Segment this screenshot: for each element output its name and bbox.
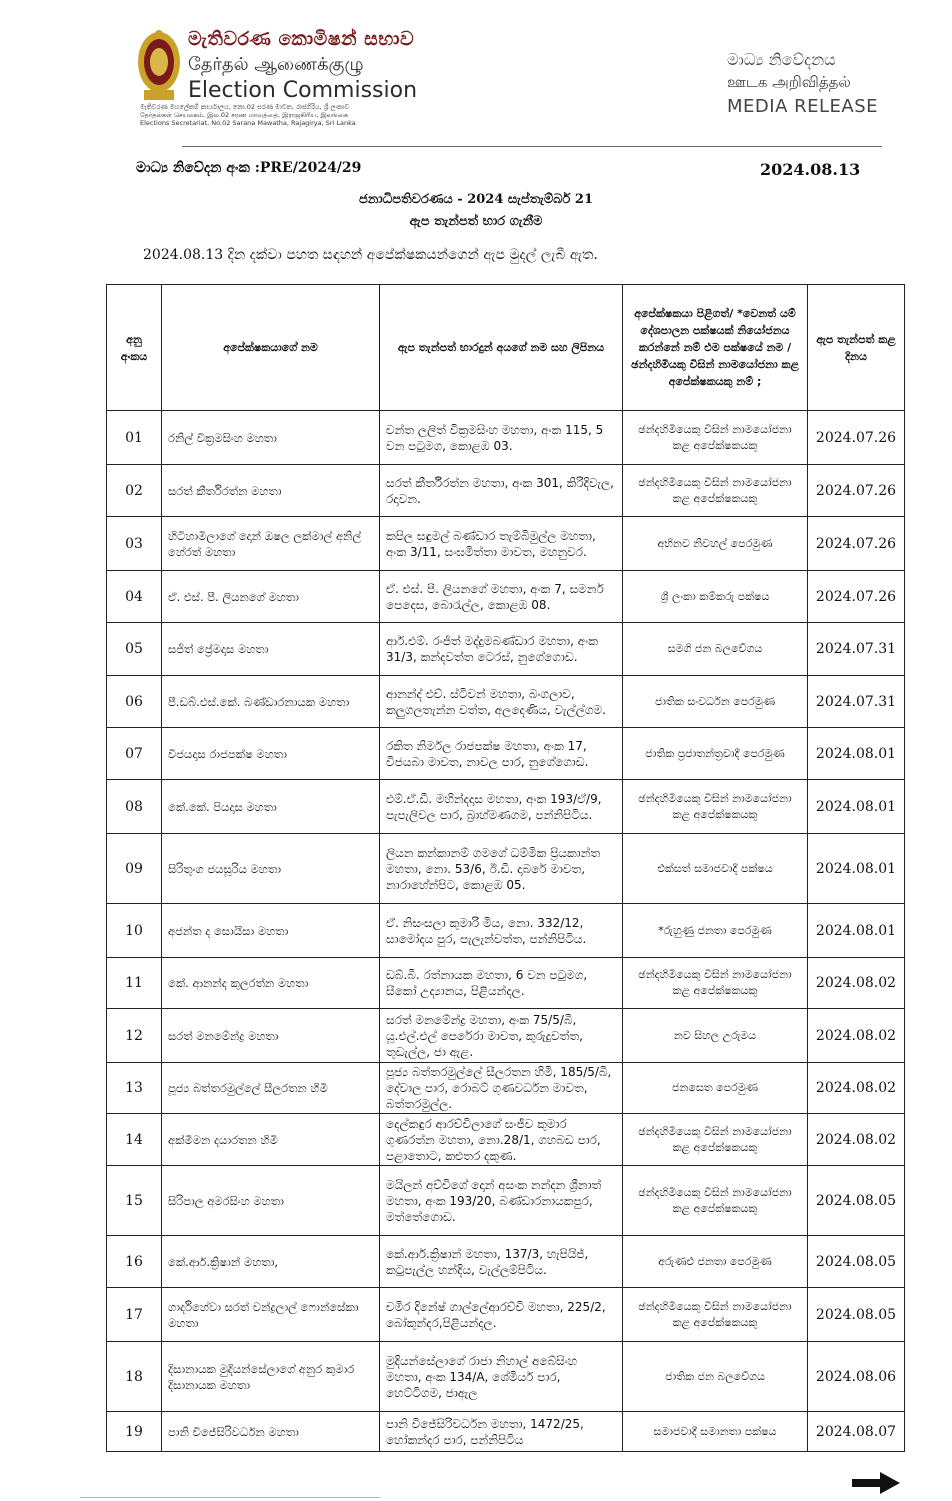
table-row [107,465,905,517]
serial-no-cell: 09 [107,834,162,904]
deposit-date-cell: 2024.08.01 [808,728,905,780]
candidate-name-cell: සිරිපාල අමරසිංහ මහතා [162,1166,380,1236]
header-depositor: ඇප තැන්පත් භාරදුන් අයගේ නම සහ ලිපිනය [380,285,623,411]
depositor-cell: චමිර දිනේෂ් ගාල්ලේආරච්චි මහතා, 225/2, බෝකුන්දර,පිළියන්දල. [380,1288,623,1342]
serial-no-cell: 10 [107,904,162,958]
depositor-cell: ඒ. එස්. පී. ලියනගේ මහතා, අංක 7, සමනර් පෙදෙස, බොරැල්ල, කොළඹ 08. [380,571,623,623]
release-reference: මාධ්‍ය නිවේදන අංක :PRE/2024/29 [136,160,362,176]
deposit-date-cell: 2024.08.01 [808,904,905,958]
deposit-date-cell: 2024.08.05 [808,1288,905,1342]
party-cell: ඡන්දහිමියෙකු විසින් නාමයෝජනා කළ අපේක්ෂකයකු [623,411,808,465]
depositor-cell: මුදියන්සේලාගේ රාජා නිහාල් අබේසිංහ මහතා, අංක 134/A, ශේමියර් පාර, හෙට්ටිගම, ජාඇල [380,1342,623,1412]
serial-no-cell: 01 [107,411,162,465]
address-block [140,103,356,128]
party-cell: ඡන්දහිමියෙකු විසින් නාමයෝජනා කළ අපේක්ෂකයකු [623,1288,808,1342]
deposit-date-cell: 2024.07.26 [808,465,905,517]
organization-name [188,28,417,104]
deposit-date-cell: 2024.08.02 [808,1114,905,1166]
table-row [107,1288,905,1342]
table-row [107,780,905,834]
footer-divider [80,1497,380,1498]
table-row [107,834,905,904]
depositor-cell: සරත් මනමේන්ද්‍ර මහතා, අංක 75/5/බී, යූ.එල්.එල් පෙරේරා මාවත, කුරුදුවත්ත, තුඩැල්ල, ජා ඇළ. [380,1009,623,1063]
table-row [107,1342,905,1412]
candidate-name-cell: අක්මීමන දයාරතන හිමි [162,1114,380,1166]
table-row [107,1063,905,1114]
table-row [107,411,905,465]
candidate-name-cell: ඒ. එස්. පී. ලියනගේ මහතා [162,571,380,623]
table-row [107,1412,905,1452]
media-release-tamil: ஊடக அறிவித்தல் [727,73,851,91]
party-cell: ජාතික ප්‍රජාතන්ත්‍රවාදී පෙරමුණ [623,728,808,780]
party-cell: ඡන්දහිමියෙකු විසින් නාමයෝජනා කළ අපේක්ෂකයකු [623,1166,808,1236]
serial-no-cell: 03 [107,517,162,571]
serial-no-cell: 18 [107,1342,162,1412]
serial-no-cell: 11 [107,958,162,1009]
party-cell: ඡන්දහිමියෙකු විසින් නාමයෝජනා කළ අපේක්ෂකයකු [623,1114,808,1166]
table-row [107,571,905,623]
serial-no-cell: 02 [107,465,162,517]
depositor-cell: එම්.ඒ.ඩී. මහින්දදාස මහතා, අංක 193/ඒ/9, පැපැලිවල පාර, බ්‍රාහ්මණගම, පන්නිපිටිය. [380,780,623,834]
party-cell: එක්සත් සමාජවාදී පක්ෂය [623,834,808,904]
serial-no-cell: 16 [107,1236,162,1288]
deposit-date-cell: 2024.08.07 [808,1412,905,1452]
serial-no-cell: 12 [107,1009,162,1063]
serial-no-cell: 19 [107,1412,162,1452]
serial-no-cell: 15 [107,1166,162,1236]
table-body [107,411,905,1452]
deposit-date-cell: 2024.07.31 [808,623,905,676]
candidate-name-cell: කේ.ආර්.ක්‍රිෂාන් මහතා, [162,1236,380,1288]
deposit-date-cell: 2024.08.06 [808,1342,905,1412]
deposit-date-cell: 2024.07.26 [808,517,905,571]
depositor-cell: කේ.ආර්.ක්‍රිෂාන් මහතා, 137/3, හැපියිජ්, කටුපැල්ල හන්දිය, වැල්ලම්පිටිය. [380,1236,623,1288]
org-name-sinhala: මැතිවරණ කොමිෂන් සභාව [188,28,415,50]
serial-no-cell: 06 [107,676,162,728]
depositor-cell: චන්ත ලලිත් වික්‍රමසිංහ මහතා, අංක 115, 5 වන පටුමග, කොළඹ 03. [380,411,623,465]
candidate-name-cell: දිසානායක මුදියන්සේලාගේ අනුර කුමාර දිසානායක මහතා [162,1342,380,1412]
table-row [107,623,905,676]
header-candidate-name: අපේක්ෂකයාගේ නම [162,285,380,411]
deposit-date-cell: 2024.08.02 [808,958,905,1009]
right-arrow-icon [852,1472,900,1494]
depositor-cell: සරත් කීර්තිරත්න මහතා, අංක 301, කිරිදිවැල, රදාවන. [380,465,623,517]
candidate-name-cell: ගාර්දිහේවා සරත් චන්ද්‍රලාල් ෆොන්සේකා මහතා [162,1288,380,1342]
depositor-cell: ඒ. නිසංසලා කුමාරි මිය, නො. 332/12, සාමෝදය පුර, පැලැන්වත්ත, පන්නිපිටිය. [380,904,623,958]
candidate-name-cell: සරත් කීර්තිරත්න මහතා [162,465,380,517]
address-tamil: தேர்தல்கள் செயலகம், இல.02 சரண மாவத்தை, இராஜகிரிய, இலங்கை [140,111,349,120]
table-row [107,517,905,571]
header-serial-no: අනු අංකය [107,285,162,411]
deposit-date-cell: 2024.08.02 [808,1009,905,1063]
deposit-date-cell: 2024.08.05 [808,1166,905,1236]
candidate-name-cell: සරත් මනමේන්ද්‍ර මහතා [162,1009,380,1063]
deposit-date-cell: 2024.08.01 [808,780,905,834]
depositor-cell: රකිත නිර්මල රාජපක්ෂ මහතා, අංක 17, විජයබා මාවත, නාවල පාර, නුගේගොඩ. [380,728,623,780]
table-row [107,676,905,728]
candidate-name-cell: විජයදාස රාජපක්ෂ මහතා [162,728,380,780]
table-row [107,1166,905,1236]
table-row [107,1114,905,1166]
org-name-tamil: தேர்தல் ஆணைக்குழு [188,54,364,75]
document-subtitle: ඇප තැන්පත් භාර ගැනීම [409,214,543,229]
depositor-cell: ලියන කන්කානම් ගමගේ ධම්මික ප්‍රියකාන්ත මහතා, නො. 53/6, ඊ.ඩී. දාබරේ මාවත, නාරාහේන්පිට, කොළඹ 05. [380,834,623,904]
deposit-date-cell: 2024.07.26 [808,571,905,623]
party-cell: ජාතික ජන බලවේගය [623,1342,808,1412]
address-sinhala: මැතිවරණ මහලේකම් කාර්යාලය, නො.02 සරණ මාවත, රාජගිරිය, ශ්‍රී ලංකාව [140,103,350,111]
party-cell: සමාජවාදී සමානතා පක්ෂය [623,1412,808,1452]
deposit-date-cell: 2024.08.01 [808,834,905,904]
party-cell: නව සිහල උරුමය [623,1009,808,1063]
deposit-date-cell: 2024.08.05 [808,1236,905,1288]
serial-no-cell: 08 [107,780,162,834]
party-cell: ඡන්දහිමියෙකු විසින් නාමයෝජනා කළ අපේක්ෂකයකු [623,780,808,834]
party-cell: ඡන්දහිමියෙකු විසින් නාමයෝජනා කළ අපේක්ෂකයකු [623,465,808,517]
party-cell: අභිනව නිවහල් පෙරමුණ [623,517,808,571]
serial-no-cell: 07 [107,728,162,780]
depositor-cell: ආනන්ද් එච්. ස්ටීවන් මහතා, බංගලාව, කලුගලතැන්න වත්ත, අලදෙණිය, වැල්ල්ගම. [380,676,623,728]
party-cell: ජාතික සංවර්ධන පෙරමුණ [623,676,808,728]
deposit-date-cell: 2024.08.02 [808,1063,905,1114]
media-release-label [727,50,878,119]
candidate-name-cell: පී.ඩබ්.එස්.කේ. බණ්ඩාරනායක මහතා [162,676,380,728]
deposit-date-cell: 2024.07.26 [808,411,905,465]
table-row [107,728,905,780]
document-title: ජනාධිපතිවරණය - 2024 සැප්තැම්බර් 21 [359,192,593,207]
table-row [107,1236,905,1288]
serial-no-cell: 04 [107,571,162,623]
candidate-name-cell: සිරිතුංග ජයසූරිය මහතා [162,834,380,904]
candidate-name-cell: රනිල් වික්‍රමසිංහ මහතා [162,411,380,465]
candidate-name-cell: කේ.කේ. පියදාස මහතා [162,780,380,834]
serial-no-cell: 14 [107,1114,162,1166]
depositor-cell: දෙල්කඳුර ආරච්චිලාගේ සංජීව කුමාර ගුණරත්න මහතා, නො.28/1, ගහබඩ පාර, පළාතොට, කළුතර දකුණ. [380,1114,623,1166]
party-cell: සමගි ජන බලවේගය [623,623,808,676]
candidate-name-cell: අජන්ත ද සොයිසා මහතා [162,904,380,958]
serial-no-cell: 13 [107,1063,162,1114]
media-release-sinhala: මාධ්‍ය නිවේදනය [727,50,836,69]
org-name-english: Election Commission [188,78,418,103]
table-header-row [107,285,905,411]
header-deposit-date: ඇප තැන්පත් කළ දිනය [808,285,905,411]
party-cell: *රුහුණු ජනතා පෙරමුණ [623,904,808,958]
table-row [107,958,905,1009]
party-cell: ජනසෙත පෙරමුණ [623,1063,808,1114]
depositor-cell: පූජ්‍ය බත්තරමුල්ලේ සීලරතන හිමි, 185/5/බී, දේවාල පාර, රොබට් ගුණවර්ධන මාවත, බත්තරමුල්ල. [380,1063,623,1114]
depositor-cell: මයිලන් අච්චිගේ දොන් අසංක නන්දන ශ්‍රීනාත් මහතා, අංක 193/20, බණ්ඩාරනායකපුර, මත්තේගොඩ. [380,1166,623,1236]
candidate-name-cell: පූජ්‍ය බත්තරමුල්ලේ සීලරතන හිමි [162,1063,380,1114]
address-english: Elections Secretariat, No.02 Sarana Mawatha, Rajagirya, Sri Lanka [140,119,356,128]
candidate-name-cell: කේ. ආනන්ද කුලරත්න මහතා [162,958,380,1009]
release-date: 2024.08.13 [760,160,861,179]
candidate-name-cell: පානි විජේසිරිවර්ධන මහතා [162,1412,380,1452]
party-cell: ශ්‍රී ලංකා කම්කරු පක්ෂය [623,571,808,623]
table-row [107,904,905,958]
media-release-english: MEDIA RELEASE [727,96,879,117]
election-commission-emblem [136,28,182,104]
depositor-cell: පානි විජේසිරිවර්ධන මහතා, 1472/25, හෝකන්දර පාර, පන්නිපිටිය [380,1412,623,1452]
party-cell: ඡන්දහිමියෙකු විසින් නාමයෝජනා කළ අපේක්ෂකයකු [623,958,808,1009]
serial-no-cell: 05 [107,623,162,676]
depositor-cell: ආර්.එම්. රංජිත් මද්දුමබණ්ඩාර මහතා, අංක 31/3, කන්දවත්ත ටෙරස්, නුගේගොඩ. [380,623,623,676]
header-divider [182,146,882,147]
depositor-cell: කපිල සඳුමල් බණ්ඩාර තැම්බිමුල්ල මහතා, අංක 3/11, සංඝමිත්තා මාවත, මහනුවර. [380,517,623,571]
candidate-name-cell: හිටිහාමිලාගේ දොන් ඔෂල ලක්මාල් අනිල් හේරත් මහතා [162,517,380,571]
header-party: අපේක්ෂකයා පිළිගත්/ *වෙනත් යම් දේශපාලන පක්ෂයක් නියෝජනය කරන්නේ නම් එම පක්ෂයේ නම / ඡන්දහිමියකු විසින් නාමයෝජනා කළ අපේක්ෂකයකු නම් ; [623,285,808,411]
deposits-table [106,284,905,1452]
table-row [107,1009,905,1063]
party-cell: අරුණළු ජනතා පෙරමුණ [623,1236,808,1288]
intro-text: 2024.08.13 දින දක්වා පහත සඳහන් අපේක්ෂකයන්ගෙන් ඇප මුදල් ලැබී ඇත. [143,247,598,263]
deposit-date-cell: 2024.07.31 [808,676,905,728]
serial-no-cell: 17 [107,1288,162,1342]
candidate-name-cell: සජිත් ප්‍රේමදාස මහතා [162,623,380,676]
depositor-cell: ඩබ්.බී. රත්නායක මහතා, 6 වන පටුමග, සීකෝ උද්‍යානය, පිළියන්දල. [380,958,623,1009]
